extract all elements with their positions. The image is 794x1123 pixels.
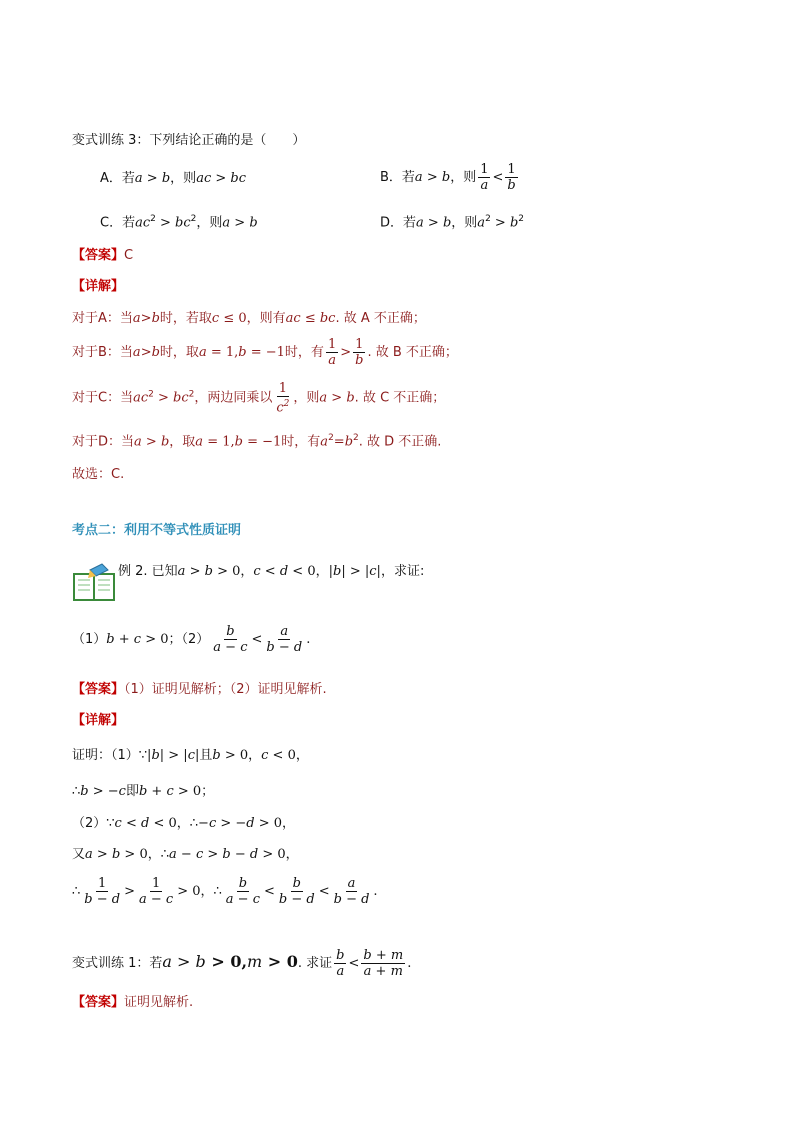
detail-a: 对于A：当a>b时，若取c ≤ 0，则有ac ≤ bc. 故 A 不正确； <box>72 311 426 326</box>
section-title: 考点二：利用不等式性质证明 <box>72 523 242 538</box>
proof-line-2: ∴b > −c即b + c > 0； <box>72 784 215 799</box>
detail-b: 对于B：当a>b时，取a = 1,b = −1时，有 $\frac{1}{a}$ > $\frac{1}{b}$ . 故 B 不正确； <box>72 337 458 368</box>
exercise3-answer: 【答案】C <box>72 248 134 263</box>
option-d: D．若a > b，则$a^2 > b^2$ <box>380 214 525 231</box>
proof-line-1: 证明：（1）∵|b| > |c|且b > 0，c < 0， <box>72 748 309 763</box>
option-c: C．若$ac^2 > bc^2$，则a > b <box>100 214 258 231</box>
option-a: A．若a > b，则ac > bc <box>100 171 246 186</box>
exercise3-select: 故选：C. <box>72 467 125 482</box>
example2-detail-tag: 【详解】 <box>72 713 125 728</box>
detail-d: 对于D：当a > b，取a = 1,b = −1时，有$a^2=b^2$. 故 D 不正确. <box>72 433 442 450</box>
example2-answer: 【答案】（1）证明见解析；（2）证明见解析. <box>72 682 327 697</box>
example2-prompt: 例 2. 已知a > b > 0，c < d < 0，|b| > |c|，求证: <box>118 564 425 579</box>
notebook-pencil-icon <box>72 562 118 602</box>
proof-line-5: ∴ $\frac{1}{b - d}$ > $\frac{1}{a - c}$ > 0，∴ $\frac{b}{a - c}$ < $\frac{b}{b - d}$ < $\frac{a}{b - d}$ . <box>72 876 378 907</box>
proof-line-3: （2）∵c < d < 0，∴−c > −d > 0， <box>72 816 296 831</box>
exercise1-answer: 【答案】证明见解析. <box>72 995 194 1010</box>
exercise3-detail-tag: 【详解】 <box>72 279 125 294</box>
detail-c: 对于C：当$ac^2 > bc^2$，两边同乘以 $\frac{1}{c^2}$ ，则a > b. 故 C 不正确； <box>72 381 446 416</box>
exercise3-prompt: 变式训练 3：下列结论正确的是（ ） <box>72 133 306 148</box>
proof-line-4: 又a > b > 0，∴a − c > b − d > 0， <box>72 847 299 862</box>
option-b: B．若a > b，则 $\frac{1}{a}$ < $\frac{1}{b}$ <box>380 162 516 193</box>
exercise1-prompt: 变式训练 1：若a > b > 0,m > 0. 求证 $\frac{b}{a}$ < $\frac{b + m}{a + m}$ . <box>72 948 412 979</box>
example2-questions: （1）b + c > 0；（2） $\frac{b}{a - c}$ < $\frac{a}{b - d}$ . <box>72 624 311 655</box>
